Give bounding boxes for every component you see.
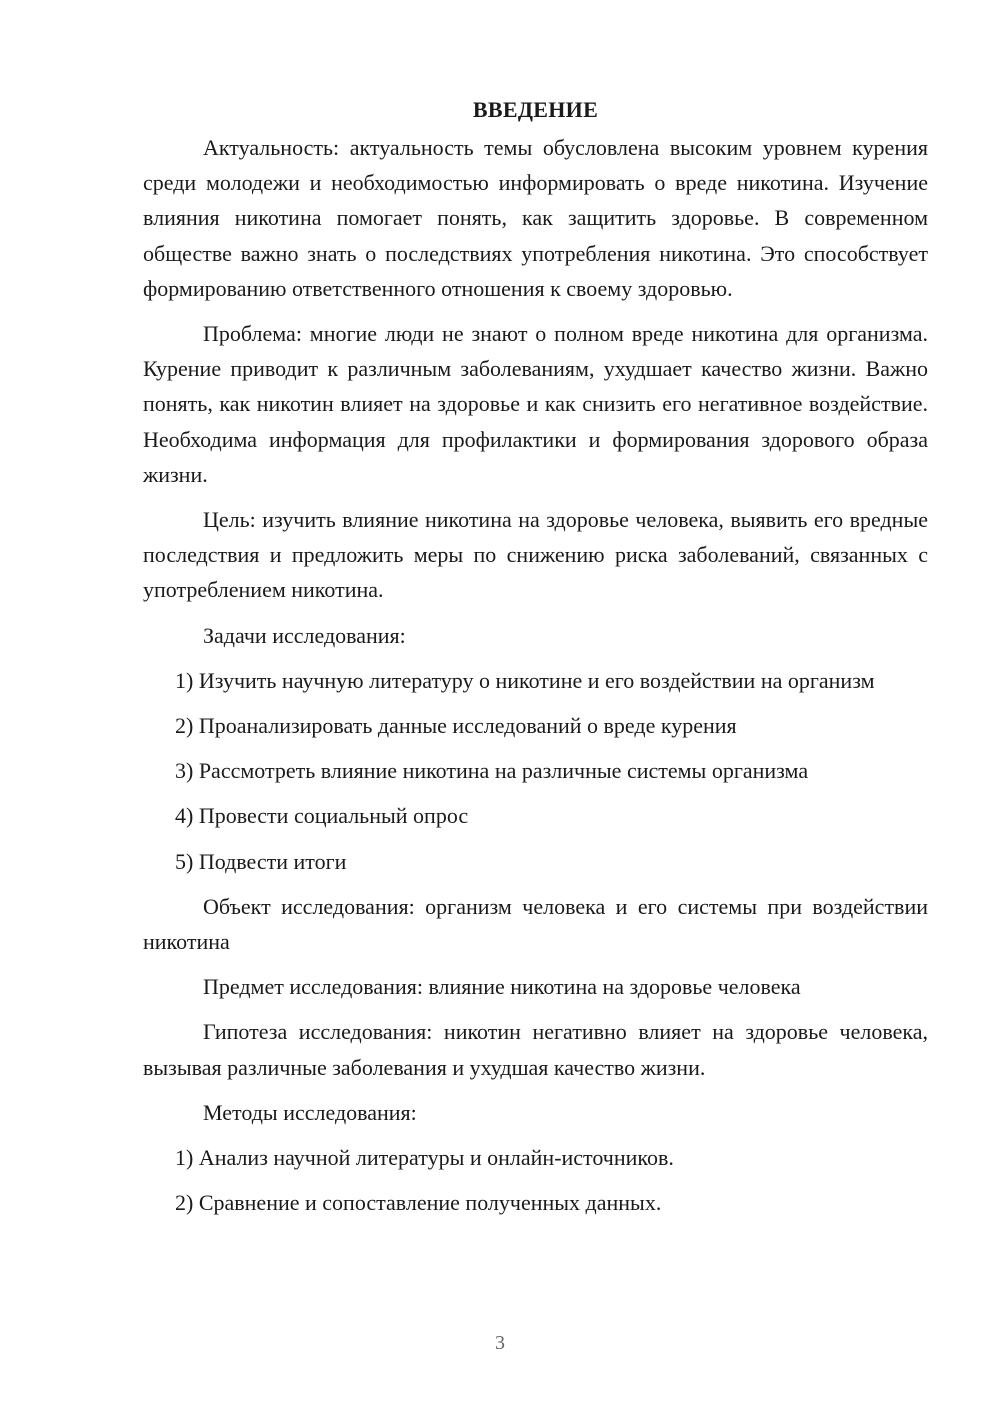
task-item-4: 4) Провести социальный опрос	[175, 803, 469, 829]
relevance-paragraph: Актуальность: актуальность темы обусловлена высоким уровнем курения среди молодежи и необходимостью информировать о вреде никотина. Изучение влияния никотина помогает понять, как защитить здоровье. В современном обществе важно знать о последствиях употребления никотина. Это способствует формированию ответственного отношения к своему здоровью.	[143, 135, 928, 301]
task-item-3: 3) Рассмотреть влияние никотина на различные системы организма	[175, 758, 809, 784]
document-page	[143, 92, 928, 1230]
problem-paragraph: Проблема: многие люди не знают о полном вреде никотина для организма. Курение приводит к различным заболеваниям, ухудшает качество жизни. Важно понять, как никотин влияет на здоровье и как снизить его негативное воздействие. Необходима информация для профилактики и формирования здорового образа жизни.	[143, 321, 928, 487]
method-item-2: 2) Сравнение и сопоставление полученных данных.	[175, 1190, 662, 1216]
tasks-title: Задачи исследования:	[203, 622, 406, 648]
method-item-1: 1) Анализ научной литературы и онлайн-источников.	[175, 1145, 674, 1171]
task-item-2: 2) Проанализировать данные исследований о вреде курения	[175, 713, 737, 739]
goal-paragraph: Цель: изучить влияние никотина на здоровье человека, выявить его вредные последствия и предложить меры по снижению риска заболеваний, связанных с употреблением никотина.	[143, 507, 928, 603]
task-item-5: 5) Подвести итоги	[175, 848, 347, 874]
methods-title: Методы исследования:	[203, 1099, 417, 1125]
hypothesis-paragraph: Гипотеза исследования: никотин негативно влияет на здоровье человека, вызывая различные заболевания и ухудшая качество жизни.	[143, 1019, 928, 1080]
section-heading: ВВЕДЕНИЕ	[472, 97, 599, 122]
subject-paragraph: Предмет исследования: влияние никотина на здоровье человека	[203, 974, 801, 1000]
object-paragraph: Объект исследования: организм человека и его системы при воздействии никотина	[143, 893, 928, 955]
page-number: 3	[495, 1332, 505, 1354]
task-item-1: 1) Изучить научную литературу о никотине и его воздействии на организм	[175, 667, 875, 693]
